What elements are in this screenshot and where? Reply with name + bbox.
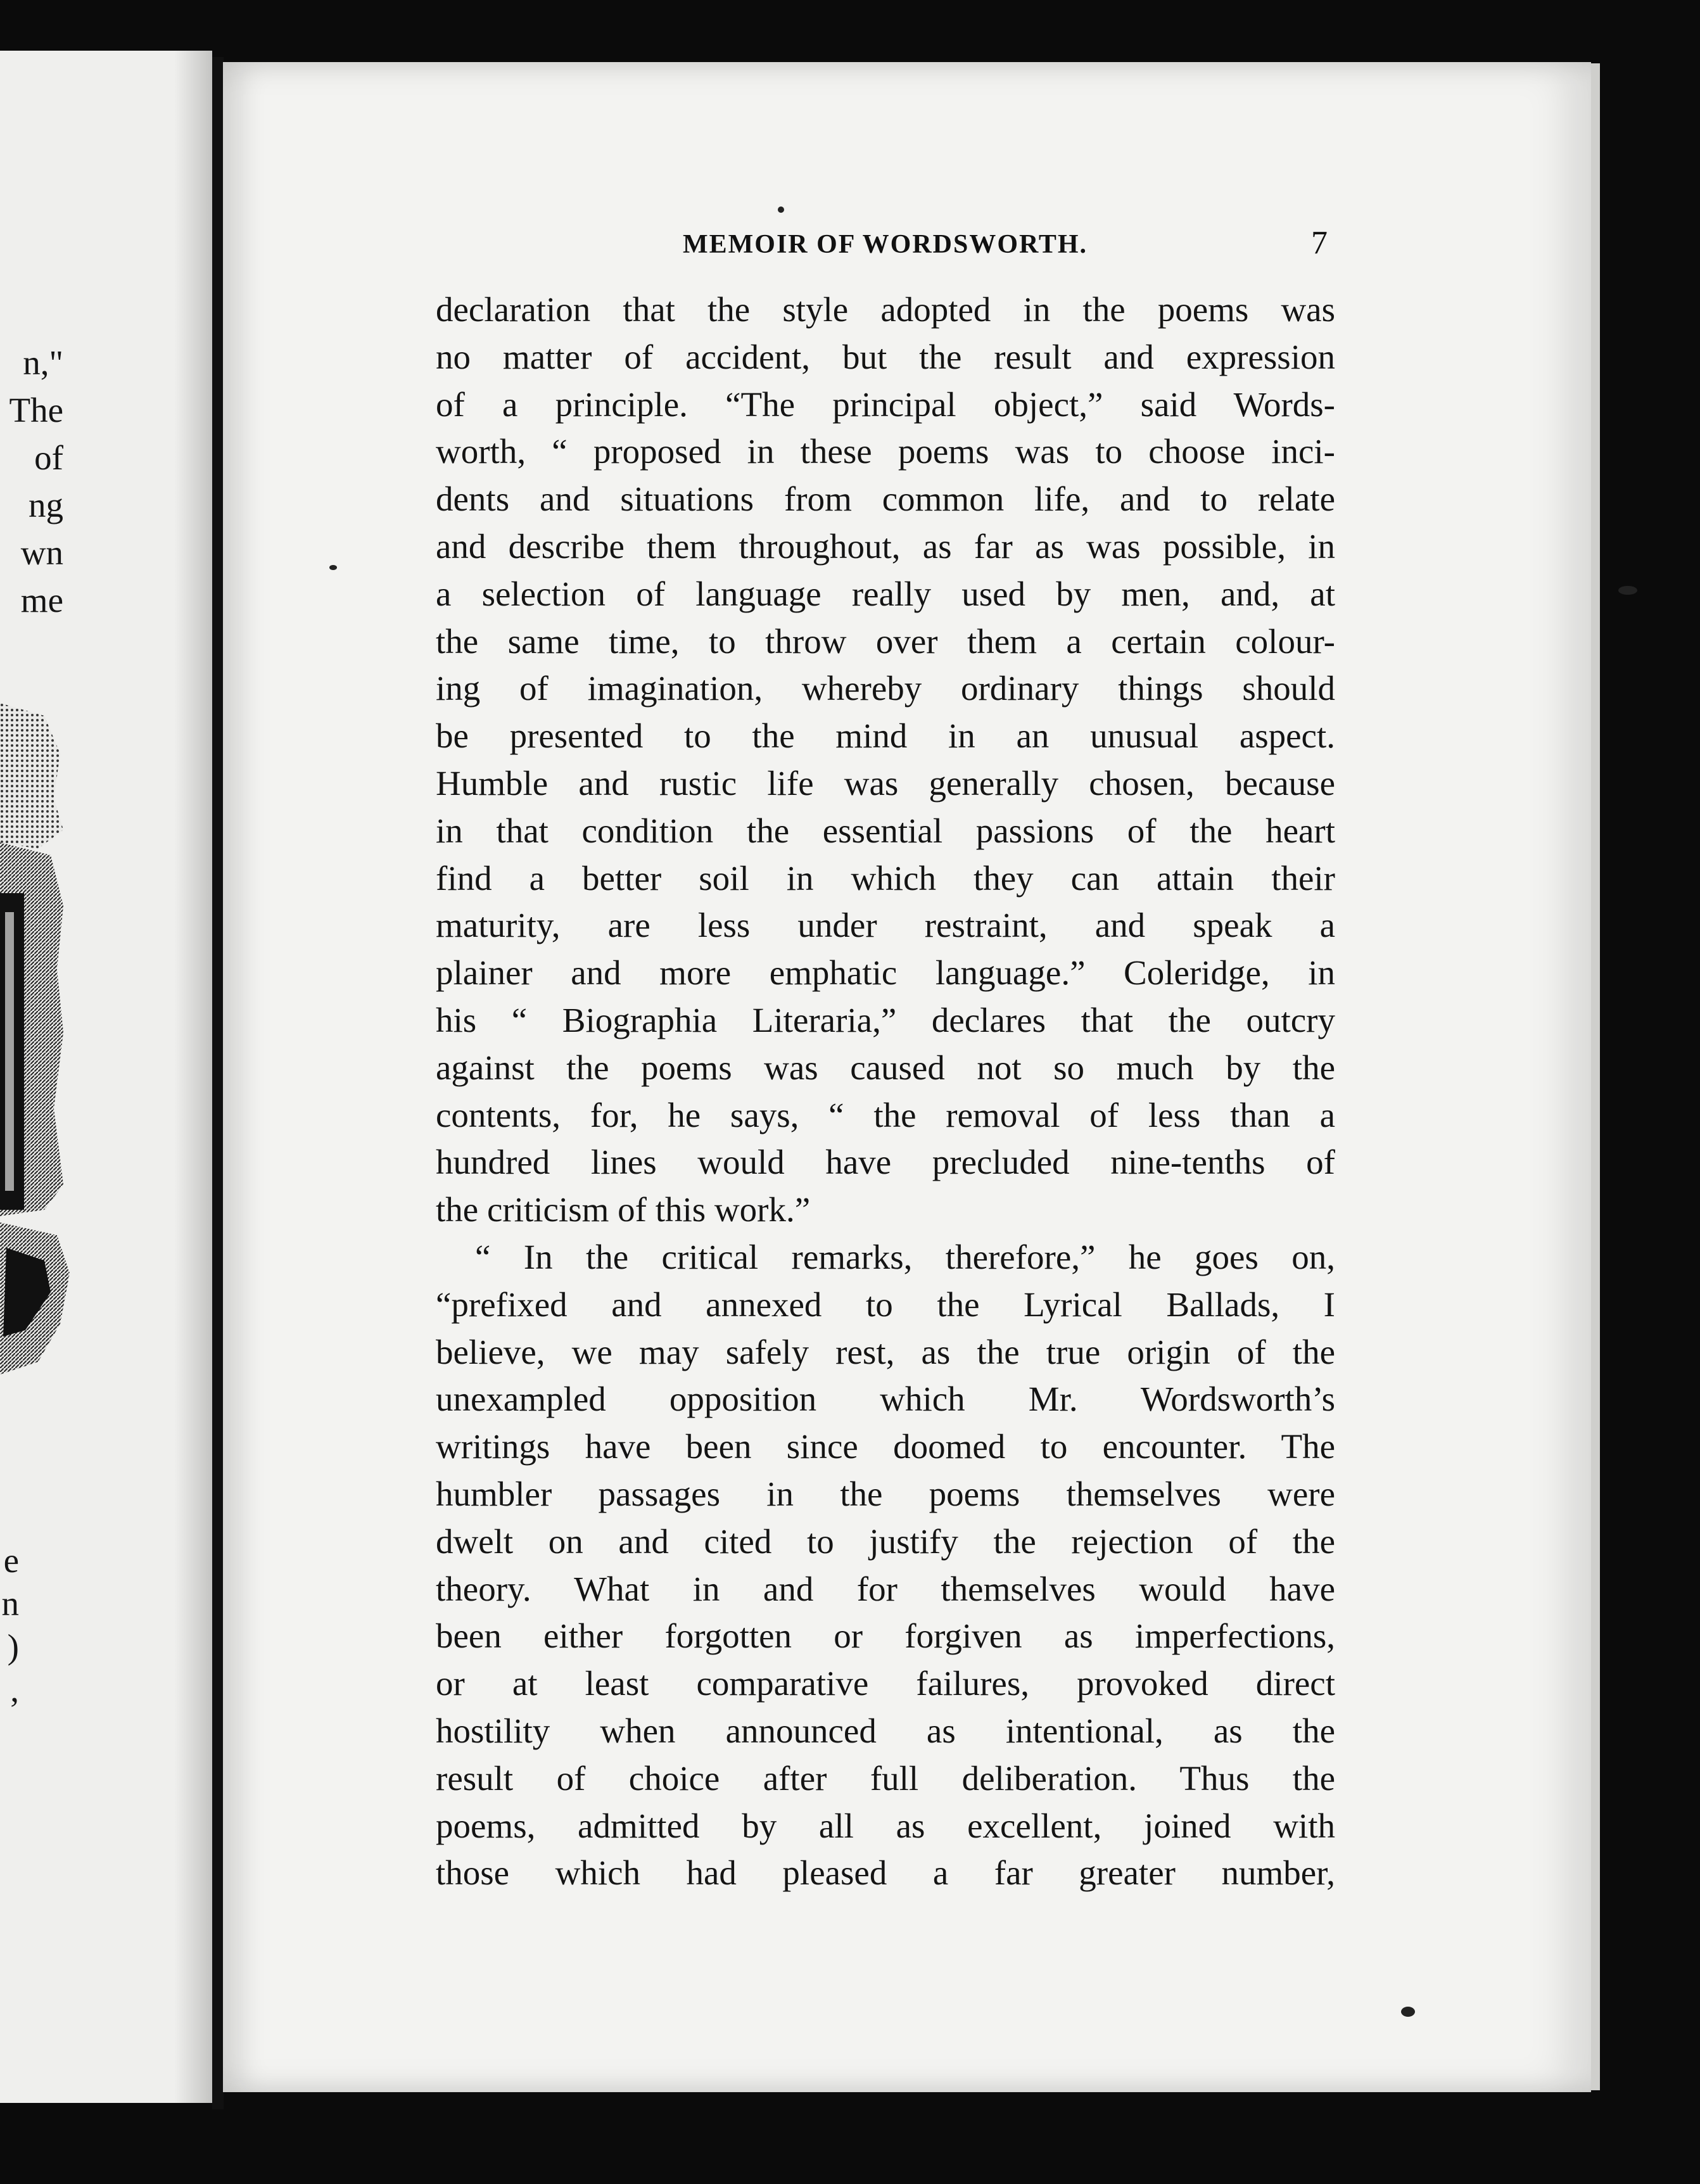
running-head: MEMOIR OF WORDSWORTH. <box>683 230 1088 259</box>
previous-page-lower-fragments <box>0 1539 19 1711</box>
fragment: ng <box>29 486 63 524</box>
text-line: unexampled opposition which Mr. Wordsworth’s <box>436 1380 1335 1419</box>
text-line: the same time, to throw over them a certain colour- <box>436 621 1335 661</box>
scan-speck <box>1401 2007 1415 2017</box>
text-line: poems, admitted by all as excellent, joined with <box>436 1806 1335 1845</box>
fragment: , <box>10 1670 19 1709</box>
text-line: Humble and rustic life was generally chosen, because <box>436 763 1335 803</box>
text-line: dwelt on and cited to justify the rejection of the <box>436 1521 1335 1561</box>
fragment: The <box>9 391 63 429</box>
fragment: e <box>3 1541 19 1580</box>
text-line: “ In the critical remarks, therefore,” he goes on, <box>475 1237 1335 1276</box>
fragment: me <box>20 581 63 619</box>
text-line: the criticism of this work.” <box>436 1190 811 1229</box>
text-line: ing of imagination, whereby ordinary things should <box>436 669 1335 708</box>
book-gutter <box>212 57 224 2109</box>
body-text <box>436 286 1335 1897</box>
text-line: writings have been since doomed to encounter. The <box>436 1427 1335 1466</box>
text-line: plainer and more emphatic language.” Coleridge, in <box>436 953 1335 993</box>
page-number: 7 <box>1311 225 1328 261</box>
text-line: result of choice after full deliberation. Thus the <box>436 1758 1335 1798</box>
previous-page-text-fragments <box>0 339 63 624</box>
page-curvature-shade <box>174 51 212 2103</box>
text-line: worth, “ proposed in these poems was to choose inci- <box>436 432 1335 471</box>
woodcut-illustration-fragment <box>0 703 70 1375</box>
text-line: be presented to the mind in an unusual aspect. <box>436 716 1335 756</box>
fragment: wn <box>20 533 63 572</box>
scan-speck <box>778 206 784 213</box>
fragment: of <box>34 438 63 477</box>
text-line: and describe them throughout, as far as was possible, in <box>436 526 1335 566</box>
text-line: in that condition the essential passions of the heart <box>436 811 1335 850</box>
text-line: against the poems was caused not so much by the <box>436 1048 1335 1087</box>
scan-speck <box>1618 586 1637 595</box>
text-line: theory. What in and for themselves would have <box>436 1569 1335 1608</box>
fragment: n <box>1 1584 19 1623</box>
page-edge <box>1591 63 1600 2090</box>
text-line: or at least comparative failures, provoked direct <box>436 1664 1335 1703</box>
text-line: contents, for, he says, “ the removal of less than a <box>436 1095 1335 1134</box>
text-line: those which had pleased a far greater number, <box>436 1853 1335 1893</box>
text-line: humbler passages in the poems themselves were <box>436 1474 1335 1513</box>
text-line: been either forgotten or forgiven as imperfections, <box>436 1616 1335 1656</box>
scan-speck <box>329 565 337 570</box>
text-line: of a principle. “The principal object,” said Words- <box>436 384 1335 424</box>
fragment: ) <box>7 1627 19 1666</box>
text-line: his “ Biographia Literaria,” declares that the outcry <box>436 1000 1335 1039</box>
text-line: hundred lines would have precluded nine-tenths of <box>436 1143 1335 1182</box>
text-line: dents and situations from common life, and to relate <box>436 479 1335 519</box>
text-line: hostility when announced as intentional, as the <box>436 1711 1335 1750</box>
fragment: n," <box>23 343 63 382</box>
text-line: find a better soil in which they can attain their <box>436 858 1335 898</box>
text-line: no matter of accident, but the result and expression <box>436 337 1335 376</box>
text-line: declaration that the style adopted in the poems was <box>436 290 1335 329</box>
text-line: a selection of language really used by men, and, at <box>436 574 1335 613</box>
text-line: “prefixed and annexed to the Lyrical Ballads, I <box>436 1285 1335 1324</box>
text-line: maturity, are less under restraint, and speak a <box>436 906 1335 945</box>
text-line: believe, we may safely rest, as the true origin of the <box>436 1332 1335 1371</box>
previous-page <box>0 51 212 2103</box>
